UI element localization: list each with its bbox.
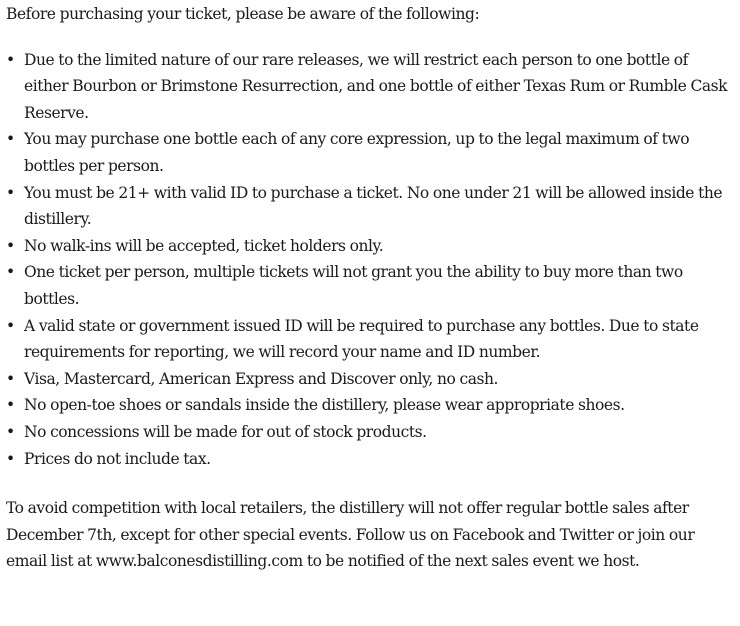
bullet-icon: • (6, 449, 15, 468)
rule-item (6, 446, 730, 473)
bullet-icon: • (6, 50, 15, 69)
rule-text: One ticket per person, multiple tickets will not grant you the ability to buy more than two bottles. (24, 263, 683, 308)
bullet-icon: • (6, 130, 15, 149)
bullet-icon: • (6, 422, 15, 441)
rule-text: You may purchase one bottle each of any core expression, up to the legal maximum of two bottles per person. (24, 130, 690, 175)
rule-text: Prices do not include tax. (24, 449, 211, 468)
rule-item (6, 259, 730, 312)
notice-document (6, 0, 730, 575)
rule-text: No walk-ins will be accepted, ticket holders only. (24, 236, 384, 255)
rule-item (6, 366, 730, 393)
rule-item (6, 180, 730, 233)
rule-text: Visa, Mastercard, American Express and Discover only, no cash. (24, 369, 499, 388)
rule-item (6, 233, 730, 260)
bullet-icon: • (6, 369, 15, 388)
bullet-icon: • (6, 316, 15, 335)
rule-text: Due to the limited nature of our rare releases, we will restrict each person to one bottle of either Bourbon or Brimstone Resurrection, and one bottle of either Texas Rum or Rumble Cask Reserve. (24, 50, 728, 122)
intro-text: Before purchasing your ticket, please be aware of the following: (6, 5, 480, 23)
rule-text: You must be 21+ with valid ID to purchase a ticket. No one under 21 will be allowed inside the distillery. (24, 183, 723, 229)
rule-item (6, 47, 730, 127)
rule-item (6, 419, 730, 446)
rule-item (6, 392, 730, 419)
closing-paragraph: To avoid competition with local retailers, the distillery will not offer regular bottle sales after December 7th, except for other special events. Follow us on Facebook and Twitter or join our email list at www.balconesdistilling.com to be notified of the next sales event we host. (6, 499, 695, 571)
rule-text: No open-toe shoes or sandals inside the distillery, please wear appropriate shoes. (24, 396, 625, 415)
bullet-icon: • (6, 236, 15, 255)
rule-item (6, 313, 730, 366)
rule-item (6, 126, 730, 179)
bullet-icon: • (6, 263, 15, 282)
purchase-rules-list (6, 47, 730, 473)
rule-text: No concessions will be made for out of stock products. (24, 422, 427, 441)
bullet-icon: • (6, 396, 15, 415)
bullet-icon: • (6, 183, 15, 202)
rule-text: A valid state or government issued ID will be required to purchase any bottles. Due to state requirements for reporting, we will record your name and ID number. (24, 316, 699, 362)
